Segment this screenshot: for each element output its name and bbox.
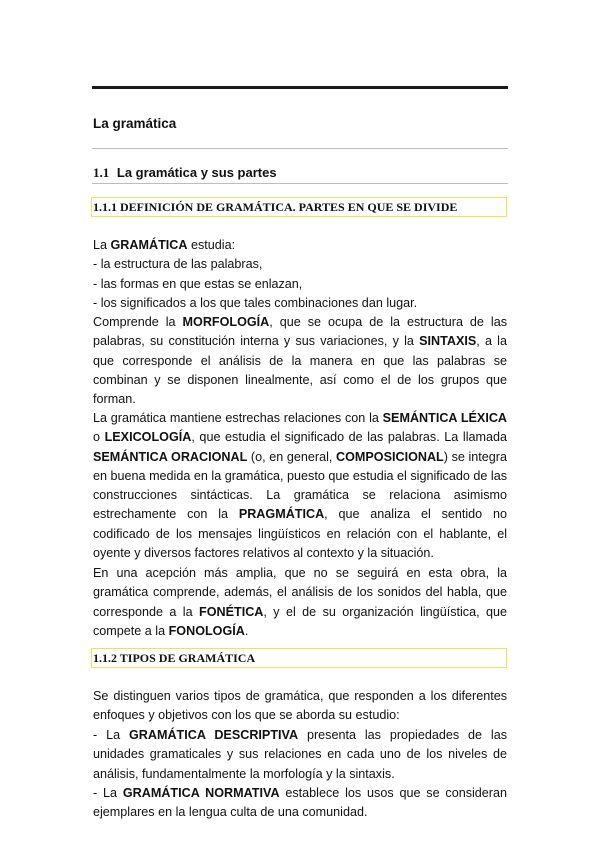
term-sintaxis: SINTAXIS (419, 334, 477, 349)
term-gramatica-normativa: GRAMÁTICA NORMATIVA (122, 786, 280, 800)
subsection-heading-2: 1.1.2 TIPOS DE GRAMÁTICA (91, 648, 507, 668)
paragraph-acepcion-amplia: En una acepción más amplia, que no se seguirá en esta obra, la gramática comprende, además, el análisis de los sonidos del habla, que corresponde a la FONÉTICA, y el de su organización lingüística, que compete a la FONOLOGÍA. (93, 566, 507, 638)
term-lexicologia: LEXICOLOGÍA (104, 430, 192, 445)
term-pragmatica: PRAGMÁTICA (238, 507, 325, 522)
header-rule (92, 86, 508, 89)
term-fonologia: FONOLOGÍA (168, 623, 245, 638)
section-number: 1.1 (93, 165, 110, 180)
paragraph-relaciones: La gramática mantiene estrechas relaciones con la SEMÁNTICA LÉXICA o LEXICOLOGÍA, que estudia el significado de las palabras. La llamada SEMÁNTICA ORACIONAL (o, en general, COMPOSICIONAL) se integra en buena medida en la gramática, puesto que estudia el significado de las construcciones sintácticas. La gramática se relaciona asimismo estrechamente con la PRAGMÁTICA, que analiza el sentido no codificado de los mensajes lingüísticos en relación con el hablante, el oyente y diversos factores relativos al contexto y la situación. (93, 411, 508, 561)
subsection-heading-1: 1.1.1 DEFINICIÓN DE GRAMÁTICA. PARTES EN QUE SE DIVIDE (91, 197, 507, 217)
term-semantica-lexica: SEMÁNTICA LÉXICA (382, 411, 508, 425)
term-fonetica: FONÉTICA (199, 604, 264, 619)
section-title (93, 165, 277, 181)
paragraph-normativa: - La GRAMÁTICA NORMATIVA establece los usos que se consideran ejemplares en la lengua culta de una comunidad. (93, 786, 508, 820)
term-composicional: COMPOSICIONAL (336, 449, 444, 464)
section-divider (92, 183, 508, 184)
intro-block (93, 236, 507, 410)
paragraph-descriptiva: - La GRAMÁTICA DESCRIPTIVA presenta las propiedades de las unidades gramaticales y sus relaciones en cada uno de los niveles de análisis, fundamentalmente la morfología y la sintaxis. (93, 728, 508, 781)
list-item: - la estructura de las palabras, (93, 257, 263, 272)
paragraph-tipos: Se distinguen varios tipos de gramática, que responden a los diferentes enfoques y objetivos con los que se aborda su estudio: (93, 689, 507, 723)
term-morfologia: MORFOLOGÍA (182, 315, 270, 330)
list-item: - los significados a los que tales combinaciones dan lugar. (93, 295, 418, 310)
section-title-text: La gramática y sus partes (116, 165, 277, 180)
title-divider (92, 148, 508, 149)
list-item: - las formas en que estas se enlazan, (93, 276, 303, 291)
intro-lead: La GRAMÁTICA estudia: (93, 238, 236, 252)
term-gramatica-descriptiva: GRAMÁTICA DESCRIPTIVA (128, 728, 299, 742)
paragraph-morfologia-sintaxis: Comprende la MORFOLOGÍA, que se ocupa de la estructura de las palabras, su constitución interna y sus variaciones, y la SINTAXIS, a la que corresponde el análisis de la manera en que las palabras se combinan y se disponen linealmente, así como el de los grupos que forman. (93, 315, 507, 407)
document-title: La gramática (93, 116, 177, 131)
term-gramatica: GRAMÁTICA (110, 238, 188, 252)
term-semantica-oracional: SEMÁNTICA ORACIONAL (93, 449, 248, 464)
